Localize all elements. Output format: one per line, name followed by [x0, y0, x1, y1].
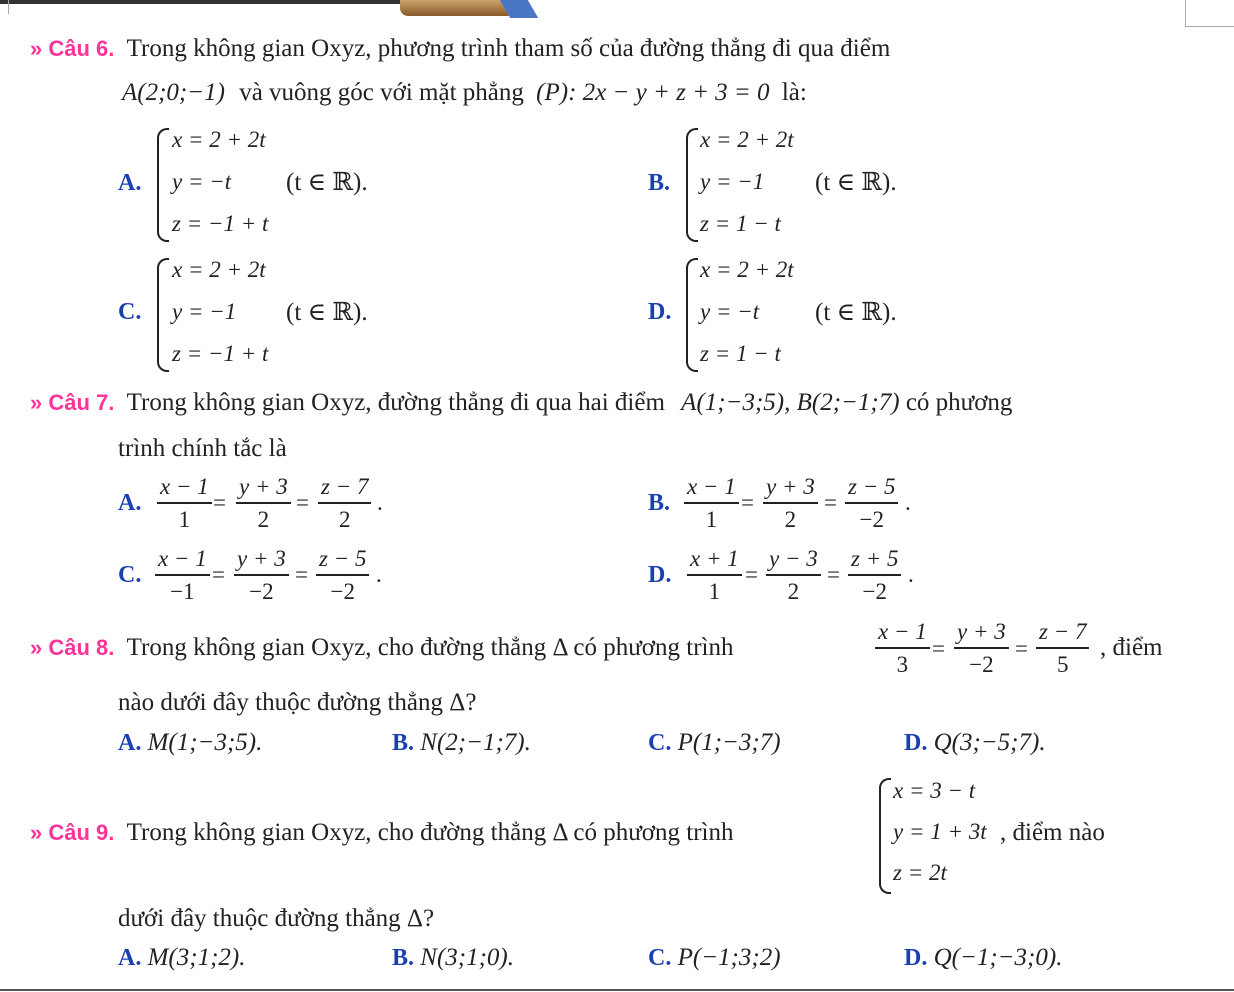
- q6-b-row3: z = 1 − t: [700, 211, 781, 236]
- q9-option-a-text: M(3;1;2).: [147, 944, 246, 971]
- q7-line2: trình chính tắc là: [118, 435, 287, 462]
- q7-a-num1: x − 1: [160, 474, 209, 499]
- book-graphic: [400, 0, 515, 16]
- q8-option-d-letter: D.: [904, 730, 928, 756]
- q9-option-c-letter: C.: [648, 945, 672, 971]
- q7-d-num3: z + 5: [851, 546, 899, 571]
- q9-option-d-letter: D.: [904, 945, 928, 971]
- q7-option-d-letter: D.: [648, 562, 672, 588]
- q8-num2: y + 3: [957, 619, 1006, 644]
- q8-option-c[interactable]: [648, 730, 781, 755]
- q9-line2: dưới đây thuộc đường thẳng Δ?: [118, 905, 435, 932]
- q7-b-den1: 1: [705, 507, 718, 532]
- q6-a-row2: y = −t: [172, 169, 232, 194]
- q6-c-row3: z = −1 + t: [172, 341, 269, 366]
- q8-eq1: =: [932, 636, 945, 661]
- q6-option-a-letter: A.: [118, 170, 142, 196]
- q7-c-num2: y + 3: [237, 546, 286, 571]
- q7-c-eq2: =: [295, 562, 308, 587]
- q7-d-frac2: [766, 547, 821, 603]
- q8-den2: −2: [969, 652, 994, 677]
- q6-d-row1: x = 2 + 2t: [700, 257, 794, 282]
- q6-c-row1: x = 2 + 2t: [172, 257, 266, 282]
- q6-c-brace: [157, 258, 169, 372]
- q6-option-b-letter: B.: [648, 170, 671, 196]
- q6-d-row3: z = 1 − t: [700, 341, 781, 366]
- q6-b-brace: [686, 128, 698, 242]
- q6-b-param: (t ∈ ℝ).: [815, 169, 897, 196]
- q7-c-frac3: [316, 547, 369, 603]
- q6-option-d-letter: D.: [648, 299, 672, 325]
- q6-d-brace: [686, 258, 698, 372]
- q6-c-row2: y = −1: [172, 299, 237, 324]
- q9-option-b-text: N(3;1;0).: [420, 944, 514, 971]
- q7-d-num1: x + 1: [690, 546, 739, 571]
- q6-option-c-letter: C.: [118, 299, 142, 325]
- q7-d-frac1: [687, 547, 742, 603]
- q7-a-num3: z − 7: [321, 474, 369, 499]
- q7-b-eq1: =: [741, 490, 754, 515]
- q9-row1: x = 3 − t: [893, 778, 976, 803]
- top-decoration: [0, 0, 1234, 18]
- q7-d-den2: 2: [787, 579, 800, 604]
- q7-c-den3: −2: [330, 579, 355, 604]
- q8-option-b-letter: B.: [392, 730, 415, 756]
- q6-c-param: (t ∈ ℝ).: [286, 299, 368, 326]
- q7-b-num3: z − 5: [848, 474, 896, 499]
- q7-b-eq2: =: [824, 490, 837, 515]
- q8-option-a-text: M(1;−3;5).: [147, 729, 263, 756]
- q7-a-num2: y + 3: [239, 474, 288, 499]
- q6-point: A(2;0;−1): [122, 79, 225, 106]
- q7-c-den1: −1: [170, 579, 195, 604]
- q8-line1: [30, 635, 733, 660]
- q7-c-num1: x − 1: [158, 546, 207, 571]
- q7-d-den3: −2: [862, 579, 887, 604]
- q9-option-b-letter: B.: [392, 945, 415, 971]
- q8-option-c-letter: C.: [648, 730, 672, 756]
- q8-option-d-text: Q(3;−5;7).: [933, 729, 1046, 756]
- q6-mid: và vuông góc với mặt phẳng: [239, 79, 524, 106]
- q7-b-frac3: [845, 475, 898, 531]
- q7-a-eq2: =: [296, 490, 309, 515]
- q9-option-d-text: Q(−1;−3;0).: [933, 944, 1063, 971]
- q7-b-num2: y + 3: [766, 474, 815, 499]
- q8-den1: 3: [896, 652, 909, 677]
- q9-row2: y = 1 + 3t: [893, 819, 987, 844]
- corner-mark-right: [1185, 0, 1234, 27]
- corner-mark-left: [0, 0, 9, 14]
- q7-option-c-letter: C.: [118, 562, 142, 588]
- q9-option-b[interactable]: [392, 945, 514, 970]
- q9-brace: [879, 778, 891, 894]
- q8-label: » Câu 8.: [30, 635, 115, 660]
- q6-b-row1: x = 2 + 2t: [700, 127, 794, 152]
- q7-a-den3: 2: [338, 507, 351, 532]
- q8-option-d[interactable]: [904, 730, 1046, 755]
- q7-a-den2: 2: [257, 507, 270, 532]
- q9-option-a[interactable]: [118, 945, 245, 970]
- q6-d-row2: y = −t: [700, 299, 760, 324]
- q7-b-period: .: [905, 490, 911, 515]
- q9-stem-end: , điểm nào: [1000, 819, 1105, 846]
- q8-option-b-text: N(2;−1;7).: [420, 729, 531, 756]
- q8-option-c-text: P(1;−3;7): [677, 729, 781, 756]
- q8-line2: nào dưới đây thuộc đường thẳng Δ?: [118, 689, 477, 716]
- q7-b-den2: 2: [784, 507, 797, 532]
- q7-c-frac2: [234, 547, 289, 603]
- q7-d-eq1: =: [745, 562, 758, 587]
- q6-a-brace: [157, 128, 169, 242]
- q6-plane: (P): 2x − y + z + 3 = 0: [536, 79, 770, 106]
- q8-option-b[interactable]: [392, 730, 531, 755]
- q6-a-row3: z = −1 + t: [172, 211, 269, 236]
- q7-b-frac2: [763, 475, 818, 531]
- q8-frac2: [954, 620, 1009, 676]
- q8-den3: 5: [1056, 652, 1069, 677]
- q6-stem: Trong không gian Oxyz, phương trình tham số của đường thẳng đi qua điểm: [126, 35, 891, 62]
- q7-line1: [30, 390, 1012, 415]
- q7-c-frac1: [155, 547, 210, 603]
- q6-label: » Câu 6.: [30, 36, 115, 61]
- q7-b-num1: x − 1: [687, 474, 736, 499]
- q7-b-den3: −2: [859, 507, 884, 532]
- q8-num3: z − 7: [1039, 619, 1087, 644]
- q8-frac3: [1036, 620, 1089, 676]
- q7-c-eq1: =: [212, 562, 225, 587]
- q8-num1: x − 1: [878, 619, 927, 644]
- q9-line1: [30, 820, 733, 845]
- q7-d-eq2: =: [827, 562, 840, 587]
- q8-stem: Trong không gian Oxyz, cho đường thẳng Δ có phương trình: [126, 634, 734, 661]
- q8-frac1: [875, 620, 930, 676]
- q7-a-eq1: =: [213, 490, 226, 515]
- q9-label: » Câu 9.: [30, 820, 115, 845]
- q6-line1: [30, 36, 890, 61]
- q9-option-c[interactable]: [648, 945, 781, 970]
- q7-c-num3: z − 5: [319, 546, 367, 571]
- q6-a-param: (t ∈ ℝ).: [286, 169, 368, 196]
- q7-stem-end: có phương: [905, 389, 1013, 416]
- q7-d-num2: y − 3: [769, 546, 818, 571]
- q7-d-period: .: [908, 562, 914, 587]
- q7-b-frac1: [684, 475, 739, 531]
- q6-line2: [122, 80, 807, 105]
- q9-option-d[interactable]: [904, 945, 1062, 970]
- q8-stem-end: , điểm: [1100, 634, 1163, 661]
- q7-option-b-letter: B.: [648, 490, 671, 516]
- q7-a-den1: 1: [178, 507, 191, 532]
- q9-option-a-letter: A.: [118, 945, 142, 971]
- q8-option-a-letter: A.: [118, 730, 142, 756]
- q8-eq2: =: [1015, 636, 1028, 661]
- q7-option-a-letter: A.: [118, 490, 142, 516]
- q6-a-row1: x = 2 + 2t: [172, 127, 266, 152]
- q8-option-a[interactable]: [118, 730, 262, 755]
- q7-a-period: .: [377, 490, 383, 515]
- q7-c-den2: −2: [249, 579, 274, 604]
- q7-d-den1: 1: [708, 579, 721, 604]
- q9-stem: Trong không gian Oxyz, cho đường thẳng Δ có phương trình: [126, 819, 734, 846]
- q6-d-param: (t ∈ ℝ).: [815, 299, 897, 326]
- q7-a-frac2: [236, 475, 291, 531]
- q7-a-frac1: [157, 475, 212, 531]
- q7-stem: Trong không gian Oxyz, đường thẳng đi qua hai điểm: [126, 389, 665, 416]
- q7-a-frac3: [318, 475, 371, 531]
- q7-label: » Câu 7.: [30, 390, 115, 415]
- q9-row3: z = 2t: [893, 860, 947, 885]
- q6-end: là:: [781, 79, 807, 106]
- q6-b-row2: y = −1: [700, 169, 765, 194]
- q7-d-frac3: [848, 547, 901, 603]
- q7-points: A(1;−3;5), B(2;−1;7): [681, 389, 900, 416]
- bottom-rule: [0, 989, 1234, 991]
- q9-option-c-text: P(−1;3;2): [677, 944, 781, 971]
- q7-c-period: .: [376, 562, 382, 587]
